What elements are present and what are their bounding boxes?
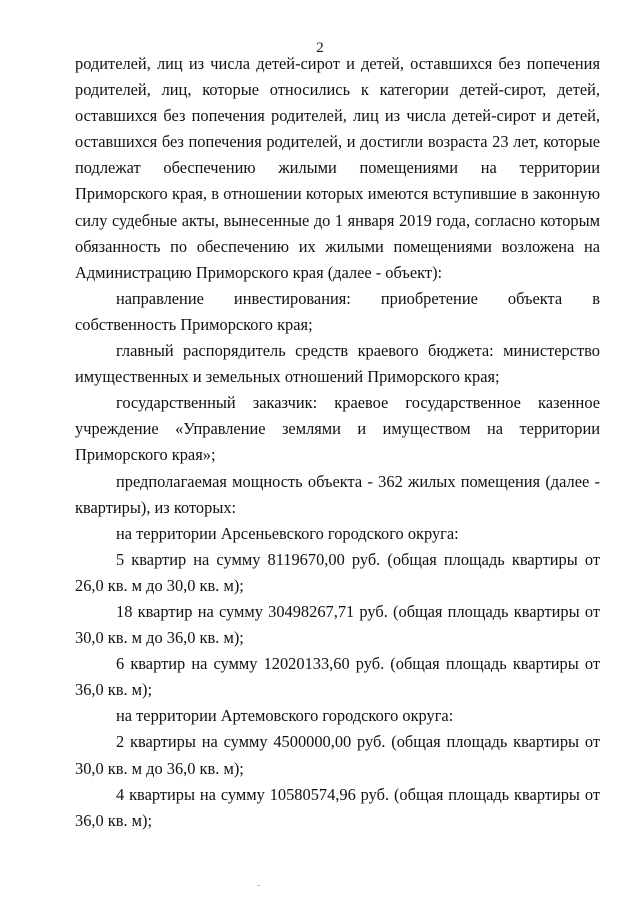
paragraph-artem-apartments-1: 2 квартиры на сумму 4500000,00 руб. (общая площадь квартиры от 30,0 кв. м до 36,0 кв. м); [75, 732, 600, 778]
paragraph-arsenyev-apartments-1: 5 квартир на сумму 8119670,00 руб. (общая площадь квартиры от 26,0 кв. м до 30,0 кв. м); [75, 549, 600, 595]
paragraph-intro: родителей, лиц из числа детей-сирот и детей, оставшихся без попечения родителей, лиц, которые относились к категории детей-сирот, детей, оставшихся без попечения родителей, лиц из числа детей-сирот и детей, оставшихся без попечения родителей, и достигли возраста 23 лет, которые подлежат обеспечению жилыми помещениями на территории Приморского края, в отношении которых имеются вступившие в законную силу судебные акты, вынесенные до 1 января 2019 года, согласно которым обязанность по обеспечению их жилыми помещениями возложена на Администрацию Приморского края (далее - объект): [75, 54, 600, 282]
paragraph-arsenyev-apartments-2: 18 квартир на сумму 30498267,71 руб. (общая площадь квартиры от 30,0 кв. м до 36,0 кв. м); [75, 601, 600, 648]
paragraph-artem-apartments-2: 4 квартиры на сумму 10580574,96 руб. (общая площадь квартиры от 36,0 кв. м); [75, 784, 600, 830]
paragraph-arsenyev-apartments-3: 6 квартир на сумму 12020133,60 руб. (общая площадь квартиры от 36,0 кв. м); [75, 654, 600, 700]
page-number: 2 [316, 40, 324, 56]
document-body [75, 51, 600, 834]
paragraph-capacity: предполагаемая мощность объекта - 362 жилых помещения (далее - квартиры), из которых: [75, 471, 600, 517]
paragraph-artem-heading: на территории Артемовского городского округа: [116, 706, 454, 726]
paragraph-main-manager: главный распорядитель средств краевого бюджета: министерство имущественных и земельных отношений Приморского края; [75, 341, 600, 387]
paragraph-state-customer: государственный заказчик: краевое государственное казенное учреждение «Управление землями и имуществом на территории Приморского края»; [75, 393, 600, 465]
paragraph-investment-direction: направление инвестирования: приобретение объекта в собственность Приморского края; [75, 288, 600, 334]
scan-speck [257, 885, 260, 886]
paragraph-arsenyev-heading: на территории Арсеньевского городского округа: [116, 523, 459, 543]
